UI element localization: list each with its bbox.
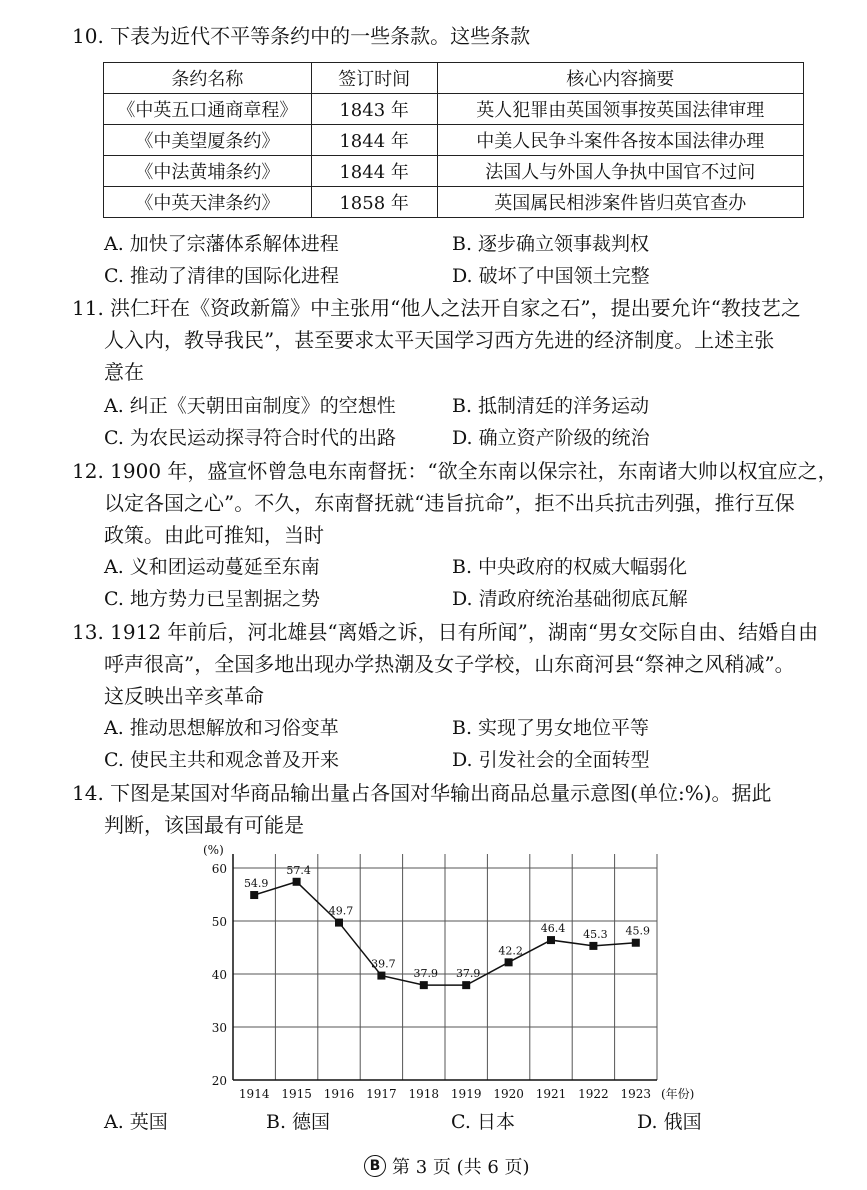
data-point [462, 981, 470, 989]
table-cell: 1858 年 [311, 187, 437, 218]
x-tick-label: 1919 [450, 1087, 482, 1100]
q12-option-a[interactable]: A. 义和团运动蔓延至东南 [104, 556, 320, 578]
data-point [547, 936, 555, 944]
x-tick-label: 1923 [620, 1087, 652, 1100]
q12-line: 政策。由此可推知，当时 [104, 523, 324, 547]
data-label: 57.4 [286, 863, 311, 877]
data-label: 54.9 [243, 877, 269, 891]
q12-option-b[interactable]: B. 中央政府的权威大幅弱化 [452, 556, 688, 578]
q12-line: 以定各国之心”。不久，东南督抚就“违旨抗命”，拒不出兵抗击列强，推行互保 [104, 491, 795, 515]
table-cell: 《中美望厦条约》 [104, 125, 312, 156]
table-cell: 英人犯罪由英国领事按英国法律审理 [437, 94, 803, 125]
q10-option-a[interactable]: A. 加快了宗藩体系解体进程 [104, 233, 339, 255]
data-point [335, 919, 343, 927]
q10-option-d[interactable]: D. 破坏了中国领土完整 [452, 265, 650, 287]
q11-line: 11. 洪仁玕在《资政新篇》中主张用“他人之法开自家之石”，提出要允许“教技艺之 [72, 296, 801, 320]
q13-option-b[interactable]: B. 实现了男女地位平等 [452, 717, 650, 739]
data-label: 45.3 [583, 927, 608, 941]
table-cell: 1844 年 [311, 125, 437, 156]
table-cell: 中美人民争斗案件各按本国法律办理 [437, 125, 803, 156]
x-axis-label: (年份) [661, 1087, 695, 1100]
q11-line: 意在 [104, 360, 144, 384]
table-cell: 法国人与外国人争执中国官不过问 [437, 156, 803, 187]
q11-line: 人入内，教导我民”，甚至要求太平天国学习西方先进的经济制度。上述主张 [104, 328, 775, 352]
x-tick-label: 1921 [535, 1087, 567, 1100]
q12-line: 12. 1900 年，盛宣怀曾急电东南督抚：“欲全东南以保宗社，东南诸大帅以权宜应之， [72, 459, 838, 483]
data-label: 42.2 [498, 944, 523, 958]
data-label: 49.7 [328, 904, 354, 918]
table-row [104, 94, 804, 125]
q10-stem: 10. 下表为近代不平等条约中的一些条款。这些条款 [72, 24, 531, 48]
q14-option-d[interactable]: D. 俄国 [637, 1111, 702, 1133]
data-point [632, 939, 640, 947]
q13-option-d[interactable]: D. 引发社会的全面转型 [452, 749, 650, 771]
data-label: 46.4 [540, 922, 566, 936]
table-cell: 1843 年 [311, 94, 437, 125]
table-cell: 《中法黄埔条约》 [104, 156, 312, 187]
page-footer [364, 1153, 530, 1179]
table-row [104, 156, 804, 187]
data-point [589, 942, 597, 950]
table-row [104, 125, 804, 156]
table-cell: 《中英五口通商章程》 [104, 94, 312, 125]
q12-option-d[interactable]: D. 清政府统治基础彻底瓦解 [452, 588, 688, 610]
y-tick-label: 50 [211, 915, 227, 929]
y-tick-label: 60 [211, 862, 227, 876]
q13-line: 13. 1912 年前后，河北雄县“离婚之诉，日有所闻”，湖南“男女交际自由、结婚自由 [72, 620, 819, 644]
q14-option-b[interactable]: B. 德国 [266, 1111, 331, 1133]
data-point [420, 981, 428, 989]
q11-option-a[interactable]: A. 纠正《天朝田亩制度》的空想性 [104, 395, 396, 417]
y-tick-label: 30 [211, 1021, 227, 1035]
q10-option-b[interactable]: B. 逐步确立领事裁判权 [452, 233, 650, 255]
q11-option-b[interactable]: B. 抵制清廷的洋务运动 [452, 395, 650, 417]
table-header: 条约名称 [104, 63, 312, 94]
q14-line: 14. 下图是某国对华商品输出量占各国对华输出商品总量示意图(单位:%)。据此 [72, 781, 772, 805]
q10-option-c[interactable]: C. 推动了清律的国际化进程 [104, 265, 339, 287]
page-number: 第 3 页 (共 6 页) [392, 1157, 530, 1178]
table-row [104, 187, 804, 218]
x-tick-label: 1918 [408, 1087, 440, 1100]
data-label: 37.9 [455, 967, 481, 981]
data-point [377, 972, 385, 980]
table-cell: 英国属民相涉案件皆归英官查办 [437, 187, 803, 218]
data-point [505, 958, 513, 966]
x-tick-label: 1917 [366, 1087, 397, 1100]
q11-option-c[interactable]: C. 为农民运动探寻符合时代的出路 [104, 427, 396, 449]
q11-option-d[interactable]: D. 确立资产阶级的统治 [452, 427, 650, 449]
y-tick-label: 20 [211, 1074, 227, 1088]
q13-line: 呼声很高”，全国多地出现办学热潮及女子学校，山东商河县“祭神之风稍减”。 [104, 652, 795, 676]
chart-svg [195, 840, 695, 1100]
y-tick-label: 40 [211, 968, 227, 982]
q12-option-c[interactable]: C. 地方势力已呈割据之势 [104, 588, 320, 610]
x-tick-label: 1915 [281, 1087, 312, 1100]
q13-line: 这反映出辛亥革命 [104, 684, 264, 708]
q13-option-c[interactable]: C. 使民主共和观念普及开来 [104, 749, 339, 771]
y-axis-label: (%) [203, 843, 224, 857]
exam-version-badge: B [364, 1155, 386, 1177]
q14-option-a[interactable]: A. 英国 [104, 1111, 168, 1133]
data-label: 39.7 [371, 957, 396, 971]
line-chart [195, 840, 695, 1100]
data-label: 45.9 [625, 924, 651, 938]
data-point [250, 891, 258, 899]
x-tick-label: 1916 [323, 1087, 355, 1100]
table-header: 核心内容摘要 [437, 63, 803, 94]
table-header-row [104, 63, 804, 94]
q13-option-a[interactable]: A. 推动思想解放和习俗变革 [104, 717, 339, 739]
data-label: 37.9 [413, 967, 439, 981]
table-cell: 1844 年 [311, 156, 437, 187]
x-tick-label: 1920 [493, 1087, 524, 1100]
q14-line: 判断，该国最有可能是 [104, 813, 304, 837]
x-tick-label: 1914 [238, 1087, 270, 1100]
table-header: 签订时间 [311, 63, 437, 94]
treaty-table [103, 62, 804, 218]
data-point [293, 878, 301, 886]
table-cell: 《中英天津条约》 [104, 187, 312, 218]
x-tick-label: 1922 [578, 1087, 609, 1100]
q14-option-c[interactable]: C. 日本 [451, 1111, 515, 1133]
